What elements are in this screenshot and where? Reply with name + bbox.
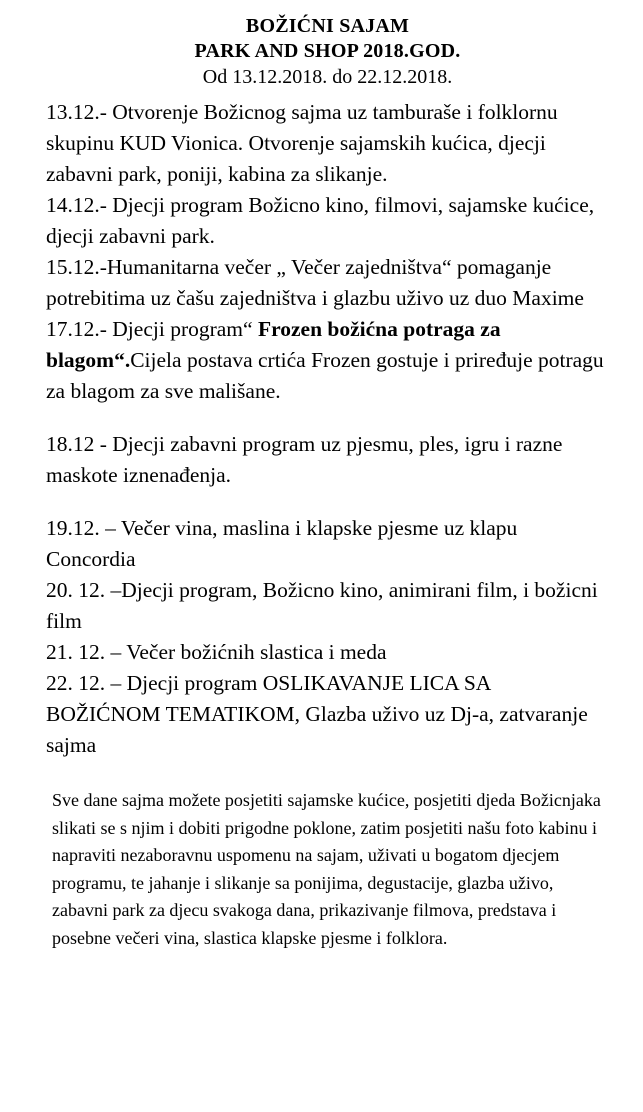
schedule-entry-17-12-suffix: Cijela postava crtića Frozen gostuje i priređuje potragu za blagom za sve mališane. bbox=[46, 348, 604, 403]
schedule-entry-17-12 bbox=[46, 314, 609, 407]
page-subtitle: PARK AND SHOP 2018.GOD. bbox=[194, 40, 461, 62]
schedule-entry-20-12: 20. 12. –Djecji program, Božicno kino, animirani film, i božicni film bbox=[46, 578, 598, 633]
schedule-entry-21-12: 21. 12. – Večer božićnih slastica i meda bbox=[46, 640, 387, 664]
date-range: Od 13.12.2018. do 22.12.2018. bbox=[202, 66, 453, 88]
page-title: BOŽIĆNI SAJAM bbox=[245, 15, 410, 37]
footer-note: Sve dane sajma možete posjetiti sajamske kućice, posjetiti djeda Božicnjaka slikati se s njim i dobiti prigodne poklone, zatim posjetiti našu foto kabinu i napraviti nezaboravnu uspomenu na sajam, uživati u bogatom djecjem programu, te jahanje i slikanje sa ponijima, degustacije, glazba uživo, zabavni park za djecu svakoga dana, prikazivanje filmova, predstava i posebne večeri vina, slastica klapske pjesme i folklora. bbox=[52, 790, 601, 948]
schedule-entry-17-12-prefix: 17.12.- Djecji program“ bbox=[46, 317, 258, 341]
schedule-entry-19-12: 19.12. – Večer vina, maslina i klapske pjesme uz klapu Concordia bbox=[46, 516, 518, 571]
schedule-entry-18-12: 18.12 - Djecji zabavni program uz pjesmu, ples, igru i razne maskote iznenađenja. bbox=[46, 432, 563, 487]
schedule-entry-13-12: 13.12.- Otvorenje Božicnog sajma uz tamburaše i folklornu skupinu KUD Vionica. Otvorenje sajamskih kućica, djecji zabavni park, poniji, kabina za slikanje. bbox=[46, 100, 558, 186]
document-title-block bbox=[46, 14, 609, 91]
schedule-entry-14-12: 14.12.- Djecji program Božicno kino, filmovi, sajamske kućice, djecji zabavni park. bbox=[46, 193, 595, 248]
schedule-entry-15-12: 15.12.-Humanitarna večer „ Večer zajedništva“ pomaganje potrebitima uz čašu zajedništva i glazbu uživo uz duo Maxime bbox=[46, 255, 584, 310]
schedule-entry-17-12-highlight: Frozen božićna potraga za blagom“. bbox=[46, 317, 501, 372]
schedule-list bbox=[46, 97, 609, 761]
schedule-entry-22-12: 22. 12. – Djecji program OSLIKAVANJE LICA SA BOŽIĆNOM TEMATIKOM, Glazba uživo uz Dj-a, zatvaranje sajma bbox=[46, 671, 588, 757]
